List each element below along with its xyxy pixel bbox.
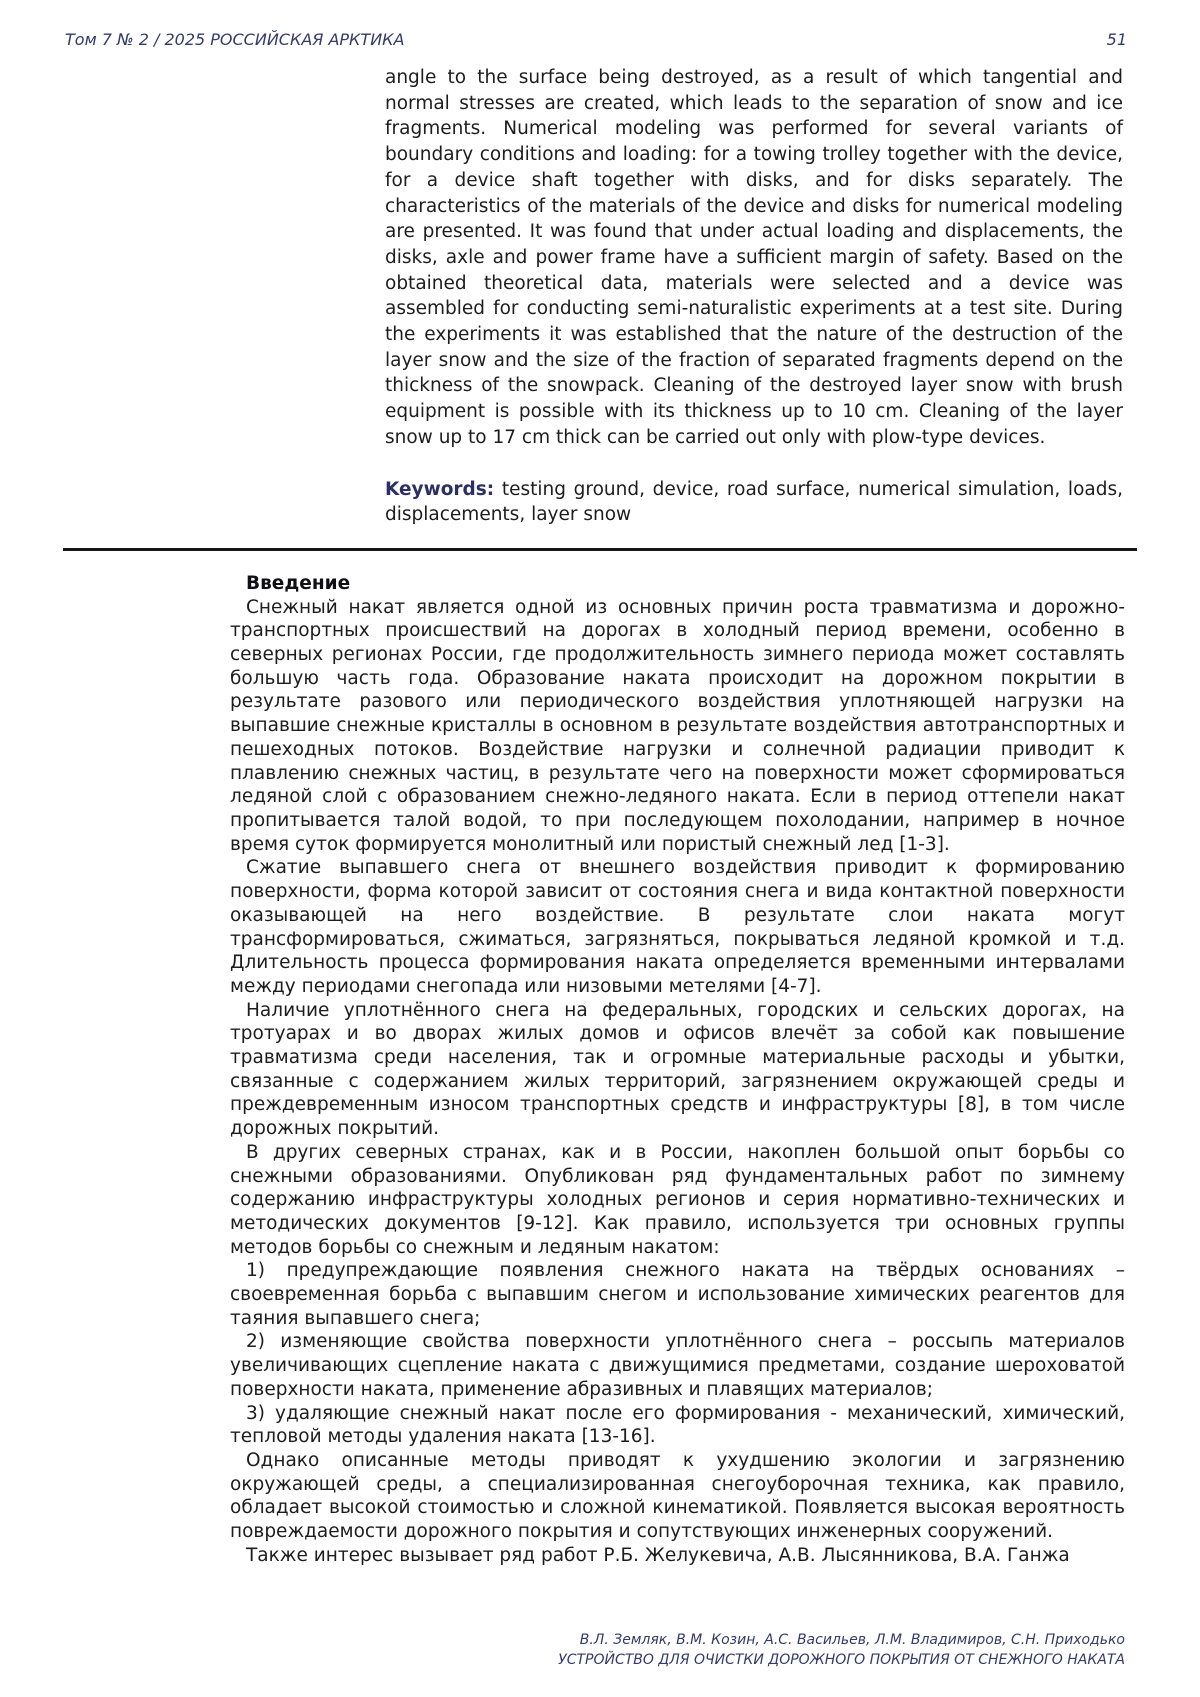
section-divider: [63, 548, 1137, 551]
page-footer: [558, 1630, 1125, 1670]
footer-article-title: УСТРОЙСТВО ДЛЯ ОЧИСТКИ ДОРОЖНОГО ПОКРЫТИЯ ОТ СНЕЖНОГО НАКАТА: [558, 1652, 1125, 1668]
intro-paragraph: В других северных странах, как и в России, накоплен большой опыт борьбы со снежными образованиями. Опубликован ряд фундаментальных работ по зимнему содержанию инфраструктуры холодных регионов и серия нормативно-технических и методических документов [9-12]. Как правило, используется три основных группы методов борьбы со снежным и ледяным накатом:: [230, 1141, 1125, 1258]
keywords-text: testing ground, device, road surface, numerical simulation, loads, displacements, layer snow: [385, 478, 1123, 526]
footer-authors: В.Л. Земляк, В.М. Козин, А.С. Васильев, Л.М. Владимиров, С.Н. Приходько: [579, 1632, 1125, 1648]
keywords-label: Keywords:: [385, 478, 495, 500]
abstract-block: [385, 65, 1123, 528]
journal-volume-title: Том 7 № 2 / 2025 РОССИЙСКАЯ АРКТИКА: [65, 30, 405, 49]
intro-paragraph: Также интерес вызывает ряд работ Р.Б. Желукевича, А.В. Лысянникова, В.А. Ганжа: [246, 1544, 1070, 1566]
keywords-line: [385, 477, 1123, 528]
page-number: 51: [1106, 30, 1127, 49]
intro-paragraph: Однако описанные методы приводят к ухудшению экологии и загрязнению окружающей среды, а специализированная снегоуборочная техника, как правило, обладает высокой стоимостью и сложной кинематикой. Появляется высокая вероятность повреждаемости дорожного покрытия и сопутствующих инженерных сооружений.: [230, 1449, 1125, 1543]
intro-list-item: 1) предупреждающие появления снежного наката на твёрдых основаниях – своевременная борьба с выпавшим снегом и использование химических реагентов для таяния выпавшего снега;: [230, 1260, 1125, 1329]
intro-paragraph: Снежный накат является одной из основных причин роста травматизма и дорожно-транспортных происшествий на дорогах в холодный период времени, особенно в северных регионах России, где продолжительность зимнего периода может составлять большую часть года. Образование наката происходит на дорожном покрытии в результате разового или периодического воздействия уплотняющей нагрузки на выпавшие снежные кристаллы в основном в результате воздействия автотранспортных и пешеходных потоков. Воздействие нагрузки и солнечной радиации приводит к плавлению снежных частиц, в результате чего на поверхности может сформироваться ледяной слой с образованием снежно-ледяного наката. Если в период оттепели накат пропитывается талой водой, то при последующем похолодании, например в ночное время суток формируется монолитный или пористый снежный лед [1-3].: [230, 596, 1125, 855]
intro-list-item: 2) изменяющие свойства поверхности уплотнённого снега – россыпь материалов увеличивающих сцепление наката с движущимися предметами, создание шероховатой поверхности наката, применение абразивных и плавящих материалов;: [230, 1331, 1125, 1400]
introduction-heading: Введение: [246, 572, 351, 594]
intro-list-item: 3) удаляющие снежный накат после его формирования - механический, химический, тепловой методы удаления наката [13-16].: [230, 1402, 1125, 1448]
intro-paragraph: Наличие уплотнённого снега на федеральных, городских и сельских дорогах, на тротуарах и во дворах жилых домов и офисов влечёт за собой как повышение травматизма среди населения, так и огромные материальные расходы и убытки, связанные с содержанием жилых территорий, загрязнением окружающей среды и преждевременным износом транспортных средств и инфраструктуры [8], в том числе дорожных покрытий.: [230, 999, 1125, 1140]
abstract-text: angle to the surface being destroyed, as a result of which tangential and normal stresses are created, which leads to the separation of snow and ice fragments. Numerical modeling was performed for several variants of boundary conditions and loading: for a towing trolley together with the device, for a device shaft together with disks, and for disks separately. The characteristics of the materials of the device and disks for numerical modeling are presented. It was found that under actual loading and displacements, the disks, axle and power frame have a sufficient margin of safety. Based on the obtained theoretical data, materials were selected and a device was assembled for conducting semi-naturalistic experiments at a test site. During the experiments it was established that the nature of the destruction of the layer snow and the size of the fraction of separated fragments depend on the thickness of the snowpack. Cleaning of the destroyed layer snow with brush equipment is possible with its thickness up to 10 cm. Cleaning of the layer snow up to 17 cm thick can be carried out only with plow-type devices.: [385, 67, 1123, 448]
intro-paragraph: Сжатие выпавшего снега от внешнего воздействия приводит к формированию поверхности, форма которой зависит от состояния снега и вида контактной поверхности оказывающей на него воздействие. В результате слои наката могут трансформироваться, сжиматься, загрязняться, покрываться ледяной кромкой и т.д. Длительность процесса формирования наката определяется временными интервалами между периодами снегопада или низовыми метелями [4-7].: [230, 857, 1125, 997]
introduction-section: [230, 572, 1125, 1568]
running-head: [0, 0, 1200, 49]
